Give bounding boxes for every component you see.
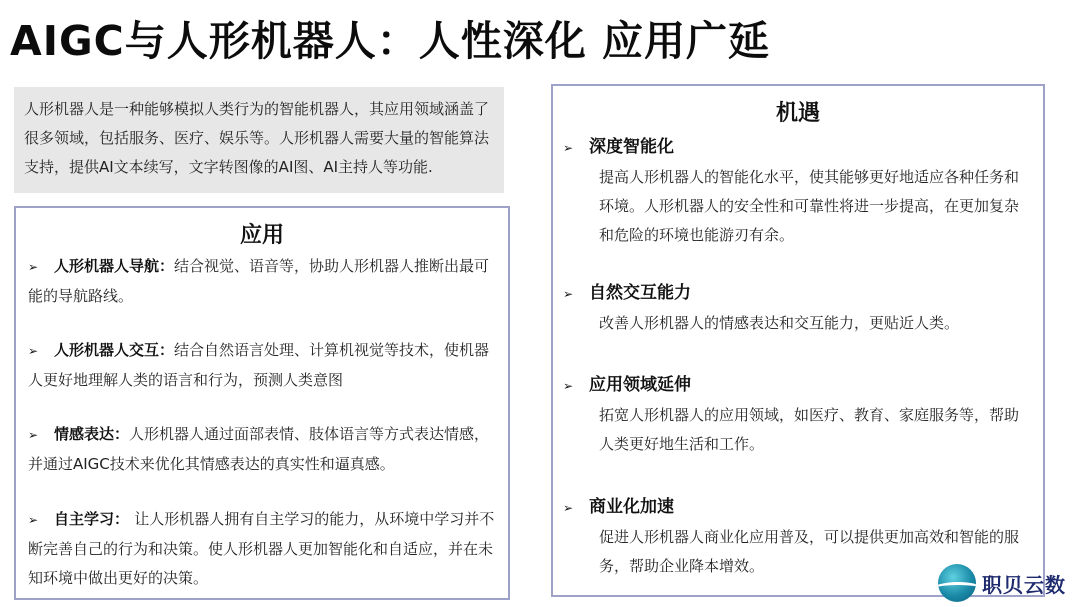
arrow-bullet-icon: ➢ [28, 344, 39, 358]
opportunities-title: 机遇 [775, 101, 820, 126]
application-item [28, 505, 500, 593]
application-item-body: 结合自然语言处理、计算机视觉等技术，使机器人更好地理解人类的语言和行为，预测人类意图 [28, 341, 490, 389]
application-item-head: 自主学习： [54, 510, 135, 528]
opportunity-item-head: ➢ 应用领域延伸 [563, 372, 1033, 399]
application-item [28, 420, 500, 479]
application-item [28, 336, 500, 395]
application-item-body: 让人形机器人拥有自主学习的能力，从环境中学习并不断完善自己的行为和决策。使人形机器人更加智能化和自适应，并在未知环境中做出更好的决策。 [28, 510, 495, 587]
arrow-bullet-icon: ➢ [563, 379, 574, 393]
arrow-bullet-icon: ➢ [28, 513, 39, 527]
arrow-bullet-icon: ➢ [28, 260, 39, 274]
application-item [28, 252, 500, 311]
arrow-bullet-icon: ➢ [563, 141, 574, 155]
application-item-head: 人形机器人导航： [54, 257, 175, 275]
opportunity-item-head: ➢ 自然交互能力 [563, 280, 1033, 307]
application-item-head: 情感表达： [54, 425, 130, 443]
opportunity-item-head: ➢ 商业化加速 [563, 494, 1033, 521]
brand-logo [938, 563, 1076, 603]
arrow-bullet-icon: ➢ [563, 501, 574, 515]
opportunity-item-body: 改善人形机器人的情感表达和交互能力，更贴近人类。 [599, 314, 960, 332]
page-title: AIGC与人形机器人：人性深化 应用广延 [10, 17, 771, 65]
arrow-bullet-icon: ➢ [563, 287, 574, 301]
application-item-head: 人形机器人交互： [54, 341, 175, 359]
application-item-body: 人形机器人通过面部表情、肢体语言等方式表达情感，并通过AIGC技术来优化其情感表达的真实性和逼真感。 [28, 425, 490, 473]
opportunity-item-body: 促进人形机器人商业化应用普及，可以提供更加高效和智能的服务，帮助企业降本增效。 [599, 528, 1020, 575]
wave-logo-icon [938, 564, 976, 602]
application-item-body: 结合视觉、语音等，协助人形机器人推断出最可能的导航路线。 [28, 257, 490, 305]
logo-text: 职贝云数 [982, 572, 1066, 597]
opportunity-item-body: 提高人形机器人的智能化水平，使其能够更好地适应各种任务和环境。人形机器人的安全性和可靠性将进一步提高，在更加复杂和危险的环境也能游刃有余。 [599, 168, 1020, 244]
opportunities-panel [551, 84, 1045, 597]
arrow-bullet-icon: ➢ [28, 428, 39, 442]
applications-title: 应用 [239, 223, 284, 248]
opportunity-item [563, 280, 1033, 338]
opportunity-item [563, 372, 1033, 459]
intro-text: 人形机器人是一种能够模拟人类行为的智能机器人，其应用领域涵盖了很多领域，包括服务、医疗、娱乐等。人形机器人需要大量的智能算法支持，提供AI文本续写，文字转图像的AI图、AI主持人等功能. [14, 87, 504, 193]
applications-panel [14, 206, 510, 600]
opportunity-item-body: 拓宽人形机器人的应用领域，如医疗、教育、家庭服务等，帮助人类更好地生活和工作。 [599, 406, 1020, 453]
opportunity-item [563, 134, 1033, 250]
opportunity-item-head: ➢ 深度智能化 [563, 134, 1033, 161]
